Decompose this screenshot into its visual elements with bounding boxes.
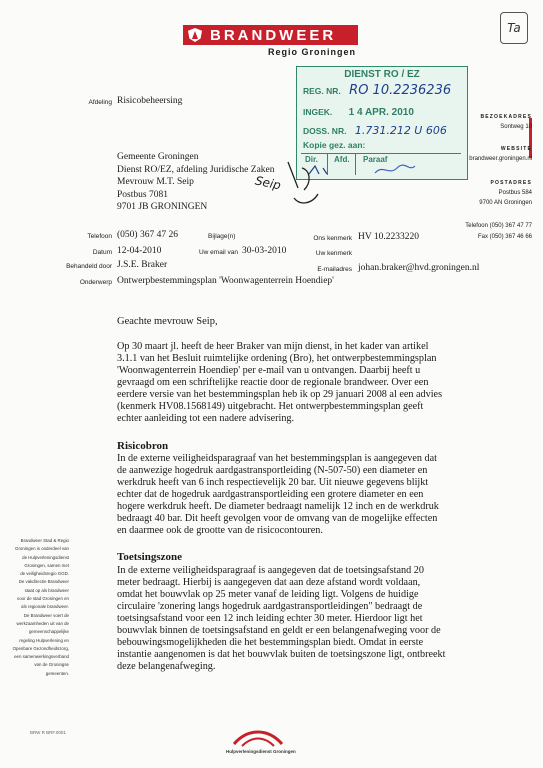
uw-kenmerk-label: Uw kenmerk xyxy=(315,250,352,257)
document-code: BRW R BRF.0001 xyxy=(30,730,66,735)
text-line: eerdere versie van het bestemmingsplan heb ik op 29 januari 2008 al een advies xyxy=(117,389,443,400)
behandeld-value: J.S.E. Braker xyxy=(117,260,168,270)
text-line: echter dat de hogedruk aardgastransportleiding een grotere diameter en een xyxy=(117,489,424,500)
stamp-reg-label: REG. NR. xyxy=(303,86,341,96)
sidebar-info xyxy=(3,537,69,678)
stamp-col-paraaf: Paraaf xyxy=(363,155,388,164)
onderwerp-label: Onderwerp xyxy=(79,279,112,286)
sidebar-line: Groningen is onderdeel van xyxy=(15,546,69,552)
text-line: omdat het bouwvlak op 25 meter vanaf de leiding ligt. Volgens de huidige xyxy=(117,589,419,600)
sidebar-line: van de Groningse xyxy=(34,662,69,668)
paraaf-scribble-icon xyxy=(305,162,455,178)
onderwerp-value: Ontwerpbestemmingsplan 'Woonwagenterrein Hoendiep' xyxy=(117,276,334,286)
address-line: Postbus 7081 xyxy=(117,189,168,200)
uw-email-value: 30-03-2010 xyxy=(242,246,287,256)
text-line: 'Woonwagenterrein Hoendiep' per e-mail van u ontvangen. Daarbij heeft u xyxy=(117,365,421,376)
text-line: bedraagt 40 bar. Dit heeft gevolgen voor de omvang van de mogelijke effecten xyxy=(117,513,438,524)
sidebar-line: een samenwerkingsverband xyxy=(14,654,69,660)
footer-arc-icon xyxy=(228,726,288,748)
telefoon-value: (050) 367 47 26 xyxy=(117,230,178,240)
stamp-reg-value: RO 10.2236236 xyxy=(349,83,452,98)
sidebar-line: gemeenten. xyxy=(45,670,69,676)
text-line: hogere werkdruk heeft. De diameter bedraagt namelijk 12 inch en de werkdruk xyxy=(117,501,439,512)
text-line: en daarmee ook de grootte van de risicocontouren. xyxy=(117,525,323,536)
corner-handwritten-mark: Ta xyxy=(500,12,528,44)
region-name: Regio Groningen xyxy=(268,47,356,57)
datum-value: 12-04-2010 xyxy=(117,246,162,256)
stamp-col-dir: Dir. xyxy=(305,155,318,164)
postadres-heading: POSTADRES xyxy=(490,180,532,186)
sidebar-line: voor de stad Groningen en xyxy=(17,596,69,602)
address-line: Mevrouw M.T. Seip xyxy=(117,177,194,187)
sidebar-line: werkzaamheden uit van de xyxy=(16,620,69,626)
email-value[interactable]: johan.braker@hvd.groningen.nl xyxy=(358,263,480,273)
sidebar-line: de veiligheidsregio GGD. xyxy=(20,571,69,577)
stamp-doss-value: 1.731.212 U 606 xyxy=(354,124,447,137)
text-line: toetsingsafstand voor een 12 inch leiding echter 30 meter. Hierdoor ligt het xyxy=(117,613,423,624)
paragraph-toetsingszone xyxy=(117,565,532,673)
stamp-doss-label: DOSS. NR. xyxy=(303,126,347,136)
text-line: In de externe veiligheidsparagraaf is aangegeven dat de toetsingsafstand 20 xyxy=(117,565,424,576)
ons-kenmerk-label: Ons kenmerk xyxy=(313,235,352,242)
address-line: Gemeente Groningen xyxy=(117,152,199,162)
bijlage-label: Bijlage(n) xyxy=(208,233,236,240)
uw-email-label: Uw email van xyxy=(198,249,238,256)
telefoon-label: Telefoon xyxy=(87,233,112,240)
stamp-doss-row xyxy=(303,124,447,137)
postadres-line1: Postbus 584 xyxy=(498,190,532,196)
telefoon-main: Telefoon (050) 367 47 77 xyxy=(465,223,532,229)
sidebar-line: De vakdirectie Brandweer xyxy=(18,579,69,585)
text-line: circulaire 'zonering langs hogedruk aardgastransportleidingen" bedraagt de xyxy=(117,601,423,612)
postadres-line2: 9700 AN Groningen xyxy=(479,200,532,206)
sidebar-line: regeling Hulpverlening en xyxy=(19,637,69,643)
salutation: Geachte mevrouw Seip, xyxy=(117,316,218,327)
behandeld-label: Behandeld door xyxy=(66,263,112,270)
bezoekadres-heading: BEZOEKADRES xyxy=(480,114,532,120)
heading-toetsingszone: Toetsingszone xyxy=(117,551,182,563)
address-line: Dienst RO/EZ, afdeling Juridische Zaken xyxy=(117,164,275,175)
stamp-col-afd: Afd. xyxy=(334,155,350,164)
footer-text: Hulpverleningsdienst Groningen xyxy=(226,749,296,754)
fax-main: Fax (050) 367 46 66 xyxy=(477,234,532,240)
bezoekadres-value: Sontweg 10 xyxy=(500,124,532,130)
brandweer-logo xyxy=(183,25,358,45)
handwritten-scribble-icon xyxy=(282,158,322,210)
text-line: bebouwingsmogelijkheden die het bestemmingsplan biedt. Omdat in eerste xyxy=(117,637,424,648)
sidebar-line: als regionale brandweer. xyxy=(21,604,69,610)
website-heading: WEBSITE xyxy=(500,146,532,152)
sidebar-line: de Hulpverleningsdienst xyxy=(22,554,69,560)
text-line: Op 30 maart jl. heeft de heer Braker van mijn dienst, in het kader van artikel xyxy=(117,341,429,352)
address-line: 9701 JB GRONINGEN xyxy=(117,202,208,212)
email-label: E-mailadres xyxy=(317,266,352,273)
stamp-reg-row xyxy=(303,83,451,98)
text-line: werkdruk heeft van 6 inch respectievelijk 20 bar. Uit nieuwe gegevens blijkt xyxy=(117,477,429,488)
text-line: meter bedraagt. Hierbij is aangegeven dat aan deze afstand wordt voldaan, xyxy=(117,577,421,588)
afdeling-label: Afdeling xyxy=(88,99,112,106)
text-line: In de externe veiligheidsparagraaf van het bestemmingsplan is aangegeven dat xyxy=(117,453,437,464)
text-line: deze belangenafweging. xyxy=(117,661,216,672)
paragraph-risicobron xyxy=(117,453,527,537)
stamp-ingek-value: 1 4 APR. 2010 xyxy=(348,107,414,118)
recipient-address xyxy=(117,151,275,214)
text-line: echter aanleiding tot een nadere advisering. xyxy=(117,413,295,424)
text-line: de aanwezige hogedruk aardgastransportleiding (N-507-50) een diameter en xyxy=(117,465,428,476)
text-line: bouwvlak binnen de toetsingsafstand en geldt er een belangenafweging voor de xyxy=(117,625,441,636)
sidebar-line: gemeenschappelijke xyxy=(28,629,69,635)
handwritten-name: Seip xyxy=(253,173,283,193)
afdeling-value: Risicobeheersing xyxy=(117,96,183,106)
datum-label: Datum xyxy=(92,249,112,256)
heading-risicobron: Risicobron xyxy=(117,440,169,452)
text-line: (kenmerk HV08.1568149) uitgebracht. Het ontwerpbestemmingsplan geeft xyxy=(117,401,424,412)
sidebar-line: Groningen, samen met xyxy=(24,562,69,568)
stamp-ingek-row xyxy=(303,107,414,118)
sidebar-line: De Brandweer voert de xyxy=(23,612,69,618)
ons-kenmerk-value: HV 10.2233220 xyxy=(358,232,420,242)
stamp-kopie-label: Kopie gez. aan: xyxy=(303,140,366,150)
text-line: instantie aangenomen is dat het bouwvlak buiten de toetsingszone ligt, ontbreekt xyxy=(117,649,446,660)
website-value[interactable]: brandweer.groningen.nl xyxy=(469,156,532,162)
stamp-ingek-label: INGEK. xyxy=(303,107,333,117)
brand-name: BRANDWEER xyxy=(210,26,337,44)
text-line: 3.1.1 van het Besluit ruimtelijke ordening (Bro), het ontwerpbestemmingsplan xyxy=(117,353,437,364)
sidebar-line: staat op als brandweer xyxy=(24,587,69,593)
sidebar-line: Brandweer Stad & Regio xyxy=(20,538,69,543)
paragraph-intro xyxy=(117,341,527,425)
sidebar-line: Openbare Gezondheidszorg, xyxy=(12,645,69,651)
stamp-title: DIENST RO / EZ xyxy=(344,69,420,80)
text-line: gevraagd om een schriftelijke reactie door de regionale brandweer. Over een xyxy=(117,377,429,388)
shield-icon xyxy=(188,28,202,42)
